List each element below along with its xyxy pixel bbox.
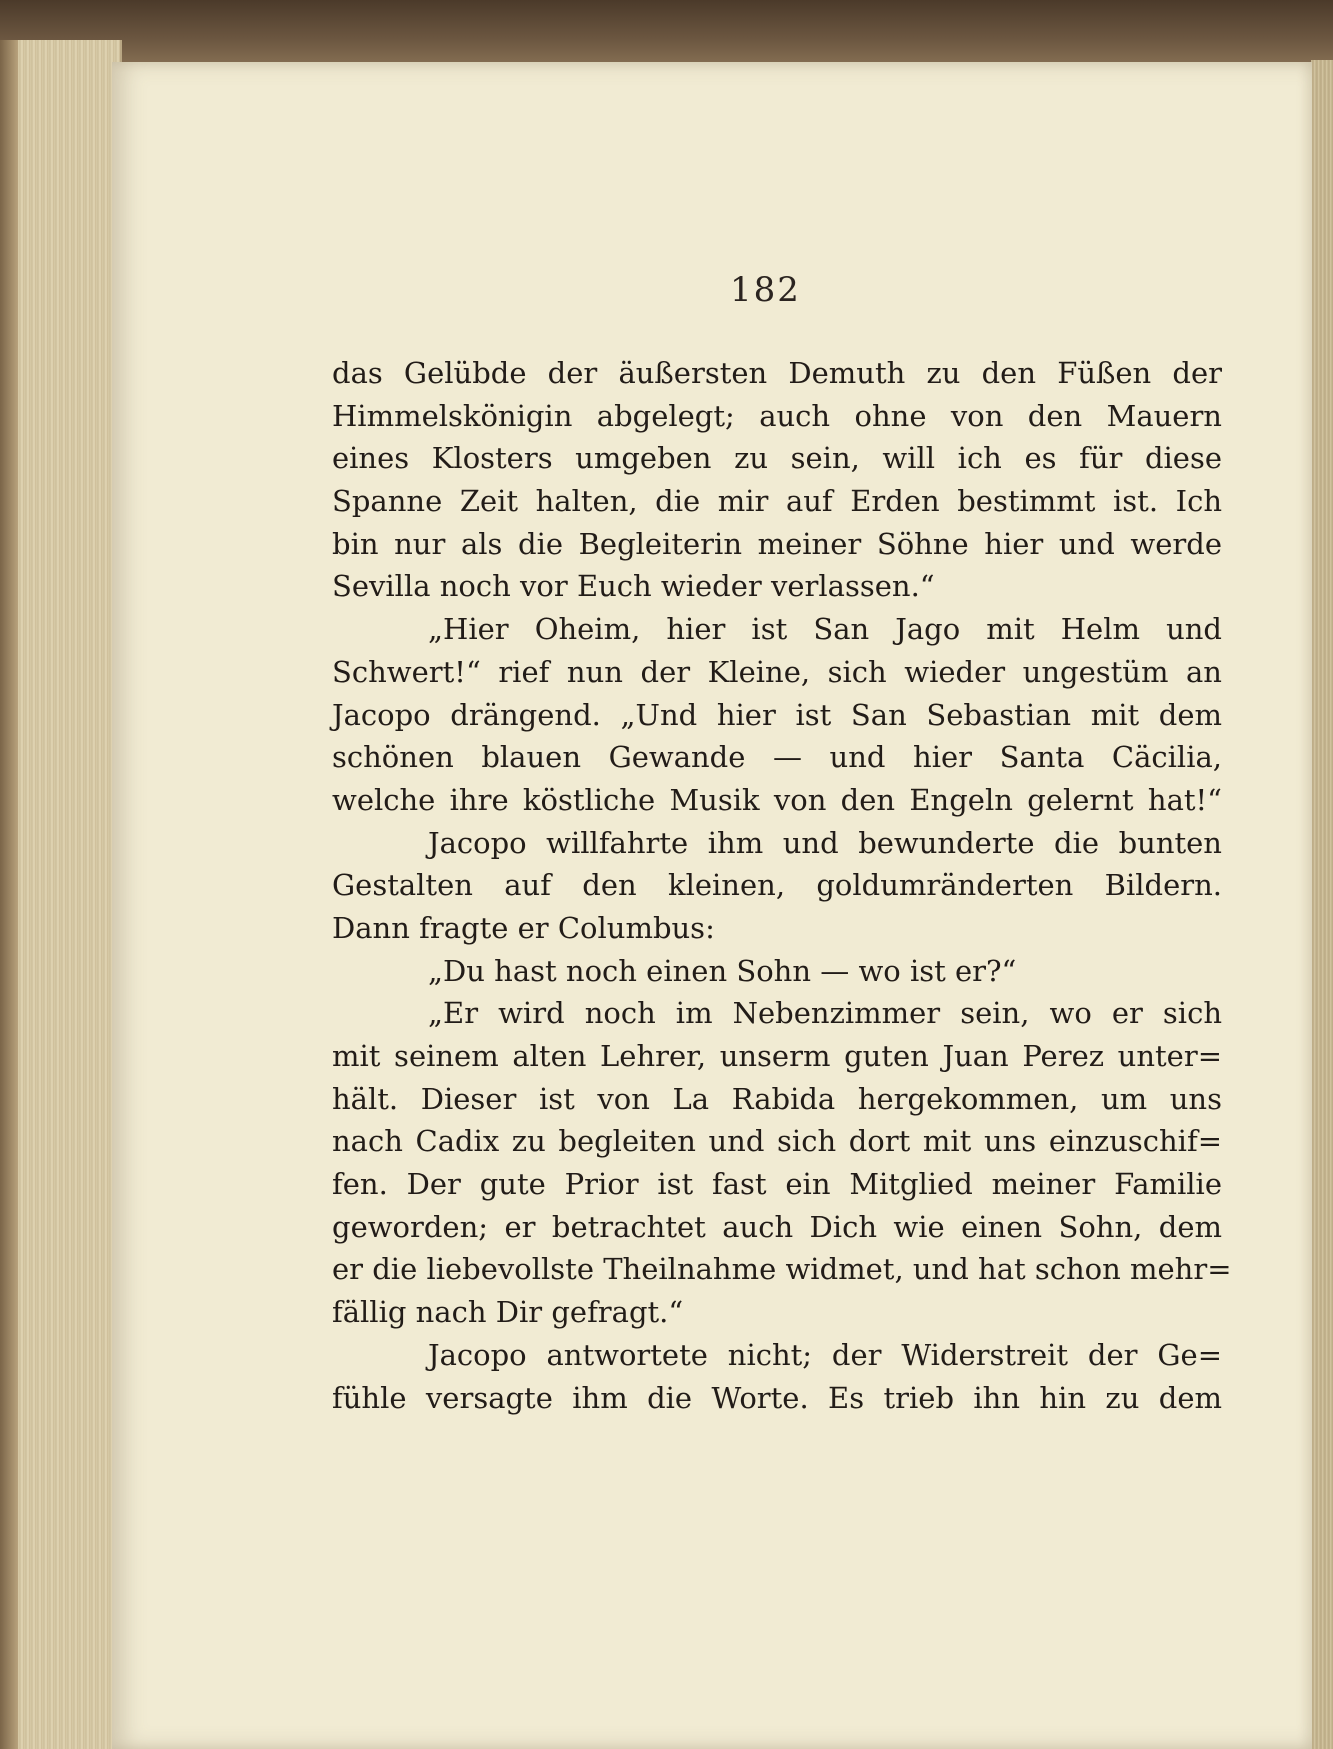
text-line: nach Cadix zu begleiten und sich dort mit uns einzuschif=	[332, 1124, 1222, 1159]
text-line: Himmelskönigin abgelegt; auch ohne von den Mauern	[332, 398, 1222, 433]
text-line: Spanne Zeit halten, die mir auf Erden bestimmt ist. Ich	[332, 484, 1222, 519]
text-line: welche ihre köstliche Musik von den Engeln gelernt hat!“	[332, 782, 1222, 817]
text-line: mit seinem alten Lehrer, unserm guten Juan Perez unter=	[332, 1039, 1222, 1073]
text-line: geworden; er betrachtet auch Dich wie einen Sohn, dem	[332, 1209, 1222, 1244]
text-line: „Hier Oheim, hier ist San Jago mit Helm und	[428, 612, 1222, 647]
text-line: Jacopo drängend. „Und hier ist San Sebastian mit dem	[332, 697, 1222, 732]
page-number: 182	[730, 270, 801, 310]
text-line: Jacopo willfahrte ihm und bewunderte die bunten	[428, 825, 1222, 860]
text-line: Dann fragte er Columbus:	[332, 910, 715, 945]
text-line: Sevilla noch vor Euch wieder verlassen.“	[332, 569, 935, 604]
body-text	[332, 352, 1232, 1419]
page-stack-right	[1311, 60, 1333, 1749]
text-line: das Gelübde der äußersten Demuth zu den Füßen der	[332, 356, 1222, 390]
text-line: bin nur als die Begleiterin meiner Söhne hier und werde	[332, 526, 1222, 561]
text-line: „Du hast noch einen Sohn — wo ist er?“	[428, 953, 1017, 988]
text-line: fen. Der gute Prior ist fast ein Mitglied meiner Familie	[332, 1167, 1222, 1202]
text-line: schönen blauen Gewande — und hier Santa Cäcilia,	[332, 740, 1222, 775]
text-line: „Er wird noch im Nebenzimmer sein, wo er sich	[428, 996, 1222, 1031]
book-spine	[0, 40, 18, 1749]
text-line: Schwert!“ rief nun der Kleine, sich wieder ungestüm an	[332, 654, 1222, 689]
text-line: fühle versagte ihm die Worte. Es trieb ihn hin zu dem	[332, 1380, 1222, 1415]
book-cover-edge	[0, 0, 1333, 70]
text-line: Gestalten auf den kleinen, goldumränderten Bildern.	[332, 868, 1222, 903]
text-line: eines Klosters umgeben zu sein, will ich es für diese	[332, 441, 1222, 476]
text-line: er die liebevollste Theilnahme widmet, und hat schon mehr=	[332, 1252, 1232, 1287]
text-line: hält. Dieser ist von La Rabida hergekommen, um uns	[332, 1081, 1222, 1116]
text-line: Jacopo antwortete nicht; der Widerstreit der Ge=	[428, 1337, 1222, 1372]
page-stack-left	[0, 40, 122, 1749]
text-line: fällig nach Dir gefragt.“	[332, 1295, 684, 1330]
